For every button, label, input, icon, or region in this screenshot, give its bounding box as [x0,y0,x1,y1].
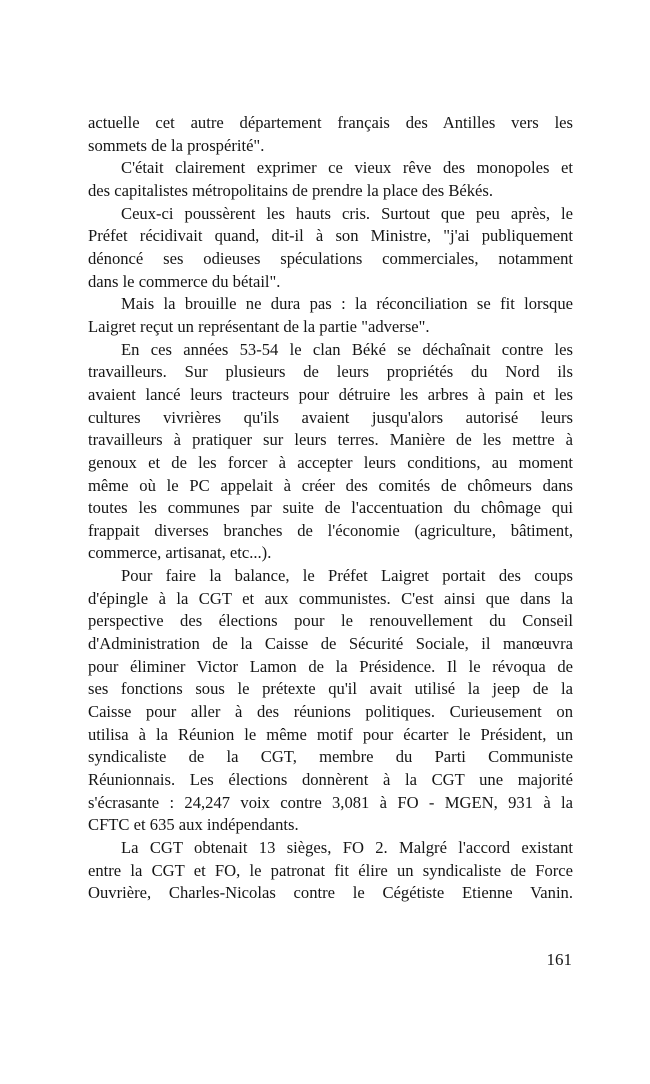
text-line: Pour faire la balance, le Préfet Laigret portait des coups [121,566,573,586]
text-line: s'écrasante : 24,247 voix contre 3,081 à FO - MGEN, 931 à la [88,792,573,812]
text-line: ses fonctions sous le prétexte qu'il avait utilisé la jeep de la [88,679,573,699]
text-line: Ceux-ci poussèrent les hauts cris. Surtout que peu après, le [121,203,573,223]
text-line: travailleurs à pratiquer sur leurs terres. Manière de les mettre à [88,430,573,450]
text-line: entre la CGT et FO, le patronat fit élire un syndicaliste de Force [88,860,573,880]
text-line: genoux et de les forcer à accepter leurs conditions, au moment [88,452,573,472]
text-line: Mais la brouille ne dura pas : la réconciliation se fit lorsque [121,294,573,314]
text-line: En ces années 53-54 le clan Béké se déchaînait contre les [121,339,573,359]
text-line: syndicaliste de la CGT, membre du Parti Communiste [88,747,573,767]
text-line: d'Administration de la Caisse de Sécurité Sociale, il manœuvra [88,634,573,654]
text-line: C'était clairement exprimer ce vieux rêve des monopoles et [121,158,573,178]
text-line: Caisse pour aller à des réunions politiques. Curieusement on [88,702,573,722]
text-line: d'épingle à la CGT et aux communistes. C'est ainsi que dans la [88,588,573,608]
text-line: CFTC et 635 aux indépendants. [88,815,299,835]
text-line: avaient lancé leurs tracteurs pour détruire les arbres à pain et les [88,384,573,404]
text-line: pour éliminer Victor Lamon de la Présidence. Il le révoqua de [88,656,573,676]
text-line: des capitalistes métropolitains de prendre la place des Békés. [88,180,494,200]
text-line: cultures vivrières qu'ils avaient jusqu'alors autorisé leurs [88,407,573,427]
text-line: même où le PC appelait à créer des comités de chômeurs dans [88,475,573,495]
text-line: Réunionnais. Les élections donnèrent à la CGT une majorité [88,770,573,790]
text-line: La CGT obtenait 13 sièges, FO 2. Malgré l'accord existant [121,838,573,857]
text-line: dans le commerce du bétail". [88,271,281,291]
text-line: Ouvrière, Charles-Nicolas contre le Cégétiste Etienne Vanin. [88,883,573,903]
text-line: sommets de la prospérité". [88,135,265,155]
text-line: Laigret reçut un représentant de la partie "adverse". [88,316,430,336]
page-number: 161 [546,950,572,969]
text-line: perspective des élections pour le renouvellement du Conseil [88,611,573,631]
body-text [88,112,573,905]
text-line: frappait diverses branches de l'économie (agriculture, bâtiment, [88,520,573,540]
text-line: commerce, artisanat, etc...). [88,543,272,563]
text-line: toutes les communes par suite de l'accentuation du chômage qui [88,498,573,518]
text-line: utilisa à la Réunion le même motif pour écarter le Président, un [88,724,573,744]
text-line: dénoncé ses odieuses spéculations commerciales, notamment [88,248,573,268]
text-line: actuelle cet autre département français des Antilles vers les [88,113,573,132]
text-line: travailleurs. Sur plusieurs de leurs propriétés du Nord ils [88,362,573,382]
text-line: Préfet récidivait quand, dit-il à son Ministre, "j'ai publiquement [88,226,573,246]
